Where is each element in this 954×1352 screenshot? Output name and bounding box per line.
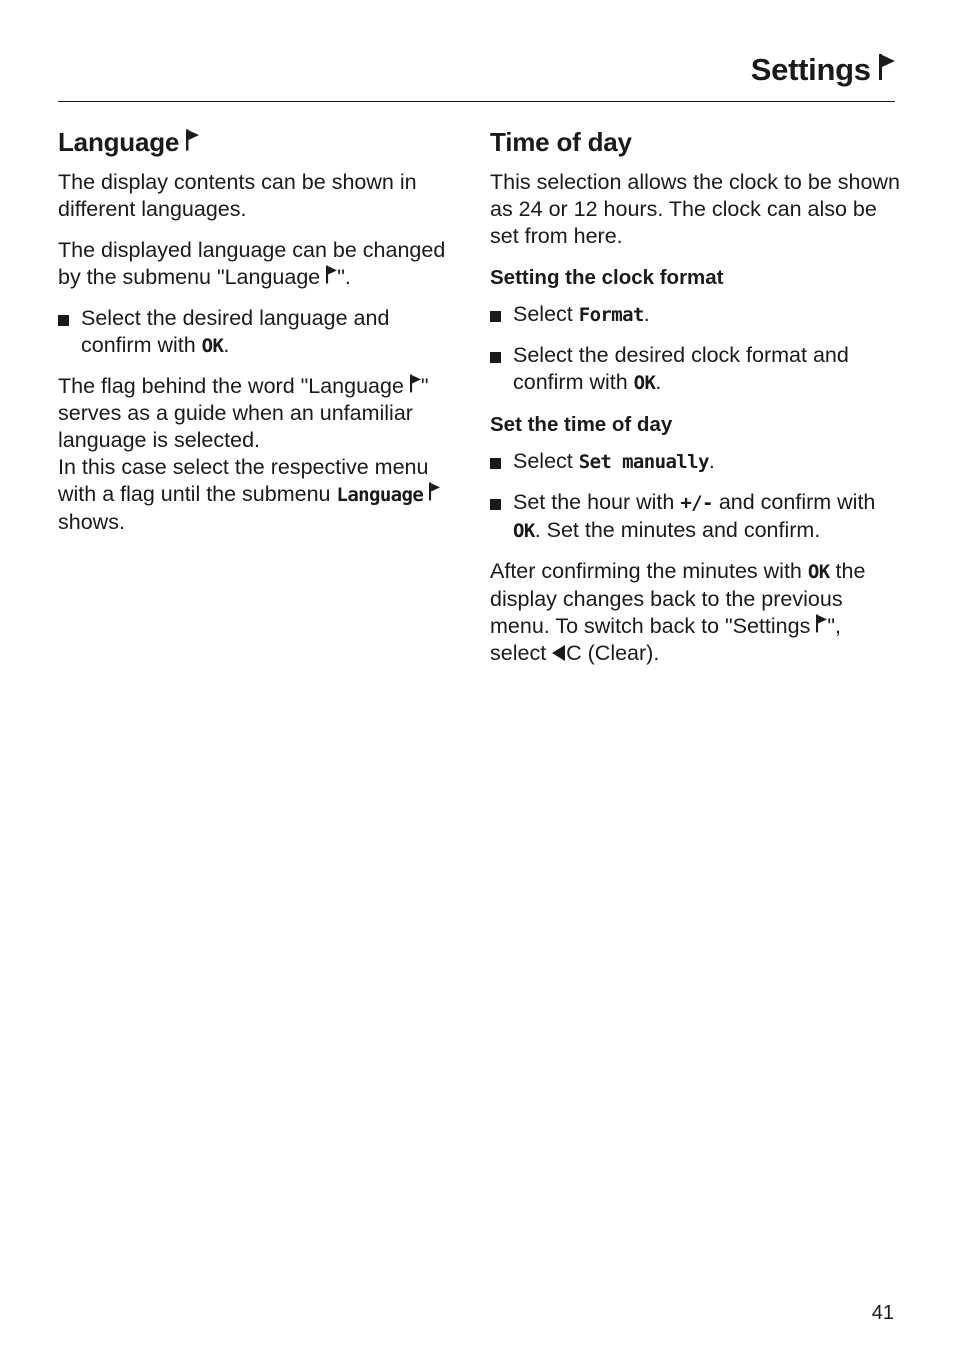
flag-icon (816, 614, 827, 633)
after-confirm-text (490, 558, 900, 667)
flag-icon (186, 129, 199, 151)
text-span: " serves as a guide when an unfamiliar language is selected. (58, 374, 429, 452)
text-span: Select (513, 302, 579, 326)
language-steps (58, 305, 458, 360)
text-span: ", select (490, 614, 841, 665)
language-section (58, 124, 458, 550)
text-span: shows. (58, 510, 125, 534)
flag-icon (879, 54, 895, 80)
text-span: the display changes back to the previous menu. To switch back to "Settings (490, 559, 866, 638)
language-heading-text: Language (58, 127, 180, 157)
ok-display-label: OK (807, 561, 830, 583)
page-number: 41 (871, 1302, 894, 1324)
plus-minus-display-label: +/- (680, 492, 713, 514)
time-intro: This selection allows the clock to be shown as 24 or 12 hours. The clock can also be set from here. (490, 170, 900, 248)
ok-display-label: OK (201, 335, 224, 357)
list-item (490, 448, 900, 476)
flag-guide-text (58, 373, 458, 454)
set-time-steps (490, 448, 900, 545)
text-span: After confirming the minutes with (490, 559, 808, 583)
flag-icon (429, 482, 440, 501)
list-item (490, 301, 900, 329)
bullet-square-icon (490, 311, 501, 322)
bullet-square-icon (490, 352, 501, 363)
flag-hint-text (58, 454, 458, 536)
text-span: . (708, 449, 715, 473)
set-manually-display-label: Set manually (578, 451, 709, 473)
clock-format-heading: Setting the clock format (490, 266, 724, 289)
language-display-label: Language (336, 484, 424, 506)
list-item (490, 489, 900, 545)
format-display-label: Format (578, 304, 644, 326)
text-span: C (Clear). (566, 641, 660, 665)
time-of-day-section (490, 124, 900, 681)
text-span: The displayed language can be changed by the submenu "Language (58, 238, 446, 289)
flag-icon (326, 265, 337, 284)
text-span: . (643, 302, 650, 326)
text-span: Select the desired language and confirm with (81, 306, 390, 357)
text-span: The flag behind the word "Language (58, 374, 410, 398)
bullet-square-icon (490, 499, 501, 510)
language-heading (58, 124, 458, 160)
page-header (58, 50, 895, 102)
text-span: Set the hour with (513, 490, 681, 514)
bullet-square-icon (58, 315, 69, 326)
text-span: Select (513, 449, 579, 473)
ok-display-label: OK (513, 520, 535, 542)
left-triangle-icon (552, 645, 565, 661)
language-submenu-text (58, 237, 458, 291)
set-time-heading: Set the time of day (490, 413, 673, 436)
text-span: and confirm with (712, 490, 876, 514)
list-item (490, 342, 900, 397)
ok-display-label: OK (633, 372, 656, 394)
text-span: ". (337, 265, 351, 289)
bullet-square-icon (490, 458, 501, 469)
text-span: In this case select the respective menu with a flag until the submenu (58, 455, 429, 506)
list-item (58, 305, 458, 360)
text-span: . (223, 333, 230, 357)
flag-icon (410, 374, 421, 393)
text-span: Select the desired clock format and confirm with (513, 343, 849, 394)
time-heading: Time of day (490, 127, 632, 157)
page-title-text: Settings (750, 52, 871, 87)
clock-format-steps (490, 301, 900, 397)
text-span: . (655, 370, 662, 394)
language-intro: The display contents can be shown in different languages. (58, 170, 417, 221)
page-title (751, 50, 895, 90)
text-span: . Set the minutes and confirm. (534, 518, 821, 542)
